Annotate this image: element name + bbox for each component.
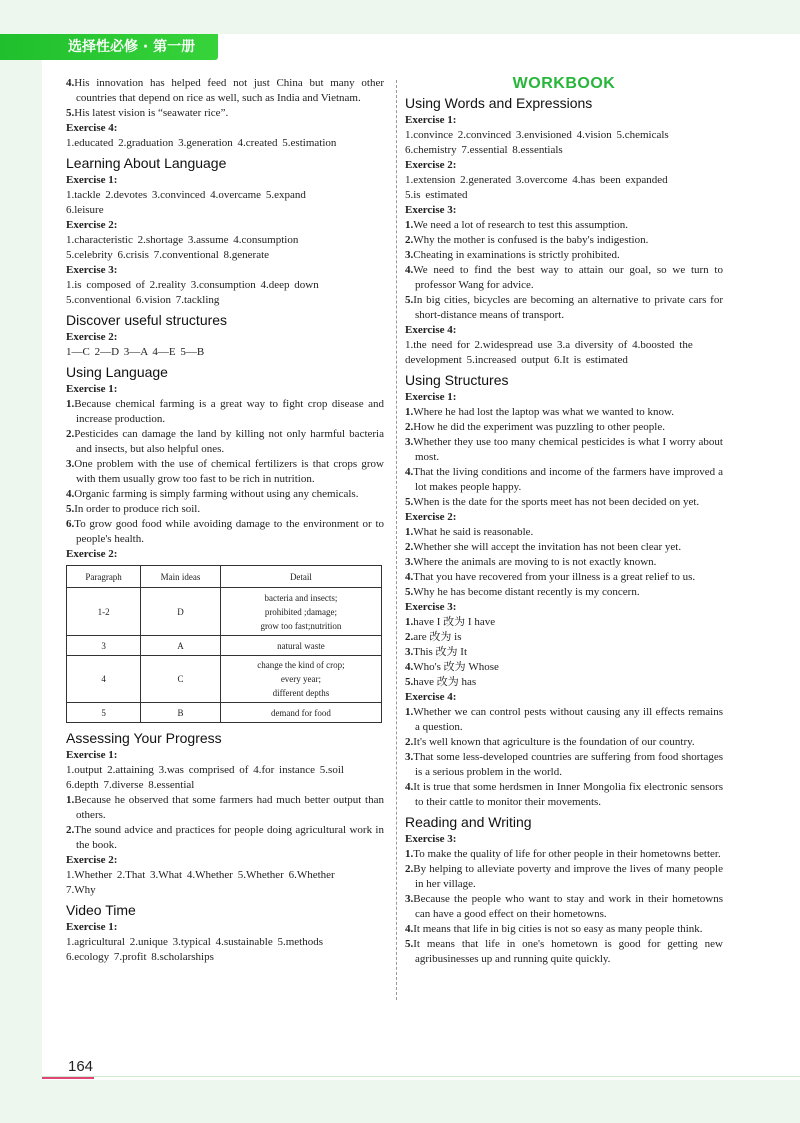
list-item [405,525,723,540]
item-text: This 改为 It [413,646,468,658]
list-item [405,540,723,555]
item-number: 3. [405,556,414,568]
item-text: That some less-developed countries are suffering from food shortages is a serious problem in the world. [413,751,723,778]
answer-row: 1.agricultural 2.unique 3.typical 4.sustainable 5.methods [66,936,323,948]
item-number: 1. [66,398,75,410]
section-heading: Using Words and Expressions [405,95,593,111]
list-item [405,675,723,690]
section-heading: Discover useful structures [66,312,228,328]
item-text: have 改为 has [413,676,477,688]
item-text: Why he has become distant recently is my concern. [413,586,640,598]
item-number: 1. [405,526,414,538]
item-number: 3. [405,751,414,763]
answer-list [405,218,723,323]
answer-row: 1—C 2—D 3—A 4—E 5—B [66,346,205,358]
answer-row: development 5.increased output 6.It is estimated [405,354,628,366]
list-item [405,585,723,600]
exercise-label: Exercise 2: [66,548,118,560]
section-heading: Using Structures [405,372,509,388]
item-number: 4. [405,661,414,673]
answer-rows [66,868,384,898]
item-number: 5. [66,503,75,515]
answer-rows [405,338,723,368]
item-text: Organic farming is simply farming without using any chemicals. [74,488,359,500]
item-number: 3. [405,646,414,658]
item-text: We need to find the best way to attain our goal, so we turn to professor Wang for advice. [413,264,723,291]
item-text: Where he had lost the laptop was what we wanted to know. [413,406,675,418]
table-cell-detail [220,588,381,636]
exercise-label: Exercise 2: [66,331,118,343]
answer-row: 1.extension 2.generated 3.overcome 4.has been expanded [405,174,668,186]
item-number: 4. [66,77,75,89]
detail-line: natural waste [277,640,325,651]
answer-row: 5.is estimated [405,189,468,201]
list-item [405,847,723,862]
item-number: 3. [405,436,414,448]
answer-row: 1.convince 2.convinced 3.envisioned 4.vision 5.chemicals [405,129,669,141]
item-text: Where the animals are moving to is not exactly known. [413,556,657,568]
exercise-label: Exercise 3: [405,833,457,845]
answer-row: 1.educated 2.graduation 3.generation 4.created 5.estimation [66,137,337,149]
item-text: To grow good food while avoiding damage to the environment or to people's health. [74,518,384,545]
item-text: To make the quality of life for other people in their hometowns better. [413,848,721,860]
item-text: His latest vision is “seawater rice”. [74,107,229,119]
list-item [66,76,384,106]
table-cell-idea: B [141,703,221,723]
item-number: 1. [66,794,75,806]
table-cell-idea: C [141,656,221,703]
item-text: In order to produce rich soil. [74,503,201,515]
item-number: 2. [405,631,414,643]
answer-row: 1.is composed of 2.reality 3.consumption 4.deep down [66,279,319,291]
list-item [66,397,384,427]
item-number: 2. [405,863,414,875]
detail-line: different depths [272,688,330,698]
exercise-label: Exercise 4: [405,691,457,703]
list-item [405,922,723,937]
table-row [67,656,382,703]
answer-list [66,397,384,547]
section-heading: Using Language [66,364,168,380]
exercise-label: Exercise 2: [66,219,118,231]
list-item [405,735,723,750]
section-heading: Learning About Language [66,155,227,171]
answer-rows [66,278,384,308]
section-heading: Reading and Writing [405,814,532,830]
exercise-label: Exercise 4: [405,324,457,336]
detail-line: bacteria and insects; [264,592,338,603]
list-item [405,705,723,735]
section-heading: Video Time [66,902,136,918]
table-body [67,588,382,723]
item-text: It means that life in one's hometown is good for getting new agribusinesses up and running quite quickly. [413,938,723,965]
list-item [405,937,723,967]
list-item [405,660,723,675]
list-item [405,615,723,630]
list-item [66,502,384,517]
page-number-underline [42,1077,94,1079]
answer-list [405,615,723,690]
exercise-label: Exercise 1: [66,749,118,761]
table-row [67,636,382,656]
item-number: 1. [405,219,414,231]
list-item [405,892,723,922]
item-text: In big cities, bicycles are becoming an alternative to private cars for short-distance means of transport. [413,294,723,321]
top-band [0,0,800,34]
answer-row: 1.characteristic 2.shortage 3.assume 4.consumption [66,234,299,246]
item-number: 5. [405,676,414,688]
detail-line: every year; [280,674,322,684]
item-number: 4. [66,488,75,500]
item-number: 2. [405,234,414,246]
exercise-label: Exercise 1: [66,921,118,933]
item-number: 1. [405,706,414,718]
list-item [405,263,723,293]
item-number: 2. [66,428,75,440]
list-item [66,823,384,853]
list-item [405,465,723,495]
item-number: 2. [405,421,414,433]
exercise-label: Exercise 2: [405,159,457,171]
item-text: Whether she will accept the invitation has not been clear yet. [413,541,682,553]
item-text: are 改为 is [413,631,462,643]
answer-row: 6.depth 7.diverse 8.essential [66,779,195,791]
item-text: What he said is reasonable. [413,526,534,538]
list-item [405,862,723,892]
answer-row: 1.tackle 2.devotes 3.convinced 4.overcame 5.expand [66,189,306,201]
table-row [67,588,382,636]
answer-list [405,705,723,810]
item-text: It means that life in big cities is not so easy as many people think. [413,923,703,935]
item-text: Because chemical farming is a great way to fight crop disease and increase production. [74,398,384,425]
item-text: Pesticides can damage the land by killing not only harmful bacteria and insects, but also helpful ones. [74,428,384,455]
detail-line: demand for food [270,707,331,718]
detail-line: change the kind of crop; [257,660,345,670]
item-text: How he did the experiment was puzzling to other people. [413,421,665,433]
list-item [405,645,723,660]
answer-row: 7.Why [66,884,96,896]
item-number: 3. [66,458,75,470]
item-number: 4. [405,571,414,583]
exercise-label: Exercise 1: [405,114,457,126]
table-cell-detail [220,636,381,656]
item-text: It's well known that agriculture is the foundation of our country. [413,736,695,748]
item-text: It is true that some herdsmen in Inner Mongolia fix electronic sensors to their cattle to monitor their movements. [413,781,723,808]
list-item [405,630,723,645]
item-number: 1. [405,616,414,628]
footer-rule [42,1076,800,1077]
list-item [405,750,723,780]
answer-rows [405,173,723,203]
section-heading: Assessing Your Progress [66,730,222,746]
item-number: 6. [66,518,75,530]
answer-row: 5.celebrity 6.crisis 7.conventional 8.generate [66,249,270,261]
list-item [405,495,723,510]
exercise-label: Exercise 2: [405,511,457,523]
exercise-label: Exercise 3: [66,264,118,276]
table-cell-detail [220,703,381,723]
item-text: His innovation has helped feed not just China but many other countries that depend on rice as well, such as India and Vietnam. [74,77,384,104]
item-text: Cheating in examinations is strictly prohibited. [413,249,620,261]
answer-rows [66,763,384,793]
answer-rows [66,935,384,965]
item-number: 1. [405,848,414,860]
table-cell-paragraph: 1-2 [67,588,141,636]
list-item [66,457,384,487]
answer-list [405,525,723,600]
item-text: That you have recovered from your illness is a great relief to us. [413,571,696,583]
table-header-paragraph: Paragraph [67,566,141,588]
exercise-label: Exercise 3: [405,601,457,613]
item-number: 4. [405,923,414,935]
table-row [67,703,382,723]
item-text: By helping to alleviate poverty and improve the lives of many people in her village. [413,863,723,890]
list-item [405,420,723,435]
workbook-title: WORKBOOK [512,75,616,92]
item-number: 5. [66,107,75,119]
list-item [66,427,384,457]
list-item [66,793,384,823]
list-item [405,435,723,465]
answer-row: 6.leisure [66,204,104,216]
item-number: 1. [405,406,414,418]
item-text: Because he observed that some farmers had much better output than others. [74,794,384,821]
table-cell-paragraph: 3 [67,636,141,656]
item-text: Because the people who want to stay and work in their hometowns can have a good effect on their hometowns. [413,893,723,920]
list-item [66,487,384,502]
item-text: The sound advice and practices for people doing agricultural work in the book. [74,824,384,851]
table-cell-paragraph: 4 [67,656,141,703]
item-number: 3. [405,893,414,905]
item-number: 4. [405,264,414,276]
answer-list [66,793,384,853]
item-number: 2. [405,736,414,748]
item-number: 4. [405,466,414,478]
item-number: 5. [405,586,414,598]
intro-list [66,76,384,121]
main-ideas-table [66,565,382,723]
table-cell-idea: D [141,588,221,636]
item-text: Whether we can control pests without causing any ill effects remains a question. [413,706,723,733]
item-number: 5. [405,938,414,950]
item-text: One problem with the use of chemical fertilizers is that crops grow with them usually grow too fast to be rich in nutrition. [74,458,384,485]
exercise-label: Exercise 2: [66,854,118,866]
exercise-label: Exercise 1: [66,383,118,395]
list-item [405,218,723,233]
list-item [405,248,723,263]
exercise-label: Exercise 3: [405,204,457,216]
left-margin-strip [0,60,42,1080]
page-number: 164 [68,1058,94,1075]
answer-row: 1.the need for 2.widespread use 3.a diversity of 4.boosted the [405,339,693,351]
list-item [405,780,723,810]
list-item [405,570,723,585]
answer-row: 1.Whether 2.That 3.What 4.Whether 5.Whether 6.Whether [66,869,335,881]
item-text: That the living conditions and income of the farmers have improved a lot makes people happy. [413,466,723,493]
table-cell-paragraph: 5 [67,703,141,723]
item-text: Who's 改为 Whose [413,661,499,673]
series-title: 选择性必修 · 第一册 [0,34,218,60]
detail-line: prohibited ;damage; [264,606,338,617]
item-number: 3. [405,249,414,261]
table-header-main-ideas: Main ideas [141,566,221,588]
list-item [66,517,384,547]
item-number: 5. [405,294,414,306]
exercise-label: Exercise 1: [405,391,457,403]
column-divider [396,80,397,1000]
list-item [66,106,384,121]
answer-list [405,847,723,967]
answer-row: 5.conventional 6.vision 7.tackling [66,294,220,306]
exercise-label: Exercise 1: [66,174,118,186]
list-item [405,293,723,323]
detail-line: grow too fast;nutrition [260,620,342,631]
table-header-detail: Detail [220,566,381,588]
item-text: We need a lot of research to test this assumption. [413,219,629,231]
answer-rows [405,128,723,158]
left-column [66,76,384,965]
answer-row: 6.ecology 7.profit 8.scholarships [66,951,214,963]
item-number: 2. [66,824,75,836]
item-text: Whether they use too many chemical pesticides is what I worry about most. [413,436,723,463]
item-text: Why the mother is confused is the baby's indigestion. [413,234,649,246]
answer-row: 6.chemistry 7.essential 8.essentials [405,144,563,156]
item-text: When is the date for the sports meet has not been decided on yet. [413,496,700,508]
answer-row: 1.output 2.attaining 3.was comprised of 4.for instance 5.soil [66,764,344,776]
answer-list [405,405,723,510]
table-cell-idea: A [141,636,221,656]
item-text: have I 改为 I have [413,616,496,628]
list-item [405,233,723,248]
item-number: 2. [405,541,414,553]
table-cell-detail [220,656,381,703]
bottom-band [0,1080,800,1123]
answer-rows [66,188,384,218]
exercise-label: Exercise 4: [66,122,118,134]
item-number: 4. [405,781,414,793]
list-item [405,405,723,420]
right-column [405,76,723,967]
answer-rows [66,233,384,263]
list-item [405,555,723,570]
item-number: 5. [405,496,414,508]
